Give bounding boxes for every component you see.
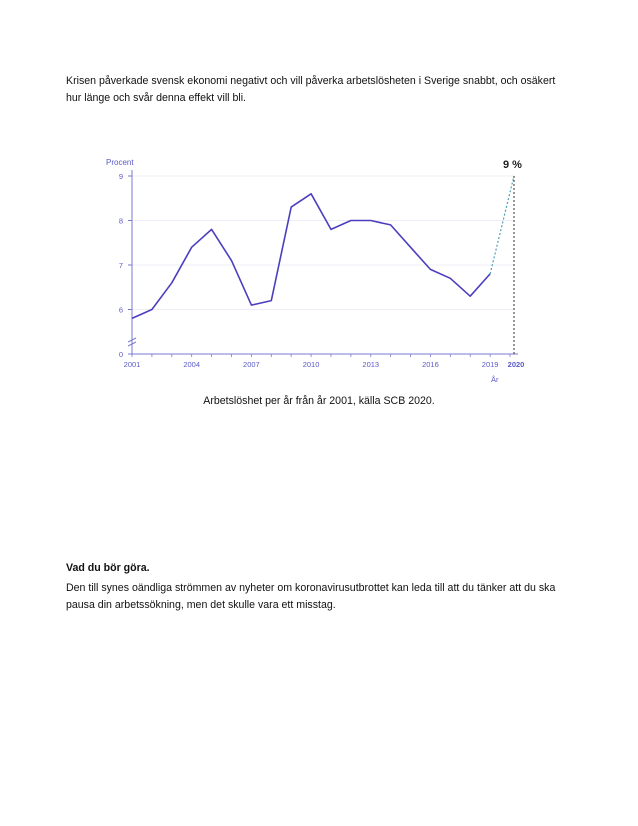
- y-axis-label: Procent: [106, 158, 134, 167]
- x-tick-label: 2004: [183, 360, 201, 369]
- section-paragraph: Den till synes oändliga strömmen av nyheter om koronavirusutbrottet kan leda till att du tänker att du ska pausa din arbetssökning, men det skulle vara ett misstag.: [66, 582, 556, 611]
- x-tick-label: 2007: [243, 360, 260, 369]
- x-tick-label: 2010: [302, 360, 320, 369]
- x-tick-label: 2020: [507, 360, 525, 369]
- y-tick-label: 0: [118, 350, 123, 359]
- y-tick-labels: [119, 172, 123, 359]
- chart-caption: Arbetslöshet per år från år 2001, källa SCB 2020.: [203, 395, 435, 407]
- x-tick-labels: [124, 360, 525, 369]
- series-line: [132, 194, 490, 319]
- chart-grid: [132, 176, 514, 310]
- forecast-value-label: 9 %: [503, 159, 522, 171]
- unemployment-chart: [90, 150, 550, 390]
- intro-paragraph: Krisen påverkade svensk ekonomi negativt och vill påverka arbetslösheten i Sverige snabbt, och osäkert hur länge och svår denna effekt vill bli.: [66, 75, 556, 104]
- y-tick-label: 8: [118, 216, 123, 226]
- y-tick-label: 7: [118, 261, 123, 270]
- x-axis-label: År: [491, 375, 499, 384]
- x-tick-label: 2001: [123, 360, 141, 369]
- y-tick-label: 6: [118, 305, 123, 315]
- y-tick-label: 9: [118, 172, 123, 181]
- x-tick-label: 2019: [481, 360, 499, 369]
- chart-axes: [128, 170, 518, 357]
- section-heading: Vad du bör göra.: [66, 562, 150, 574]
- unemployment-line: [132, 194, 490, 319]
- forecast-segment: [490, 176, 514, 274]
- x-tick-label: 2016: [422, 360, 439, 369]
- x-tick-label: 2013: [362, 360, 380, 369]
